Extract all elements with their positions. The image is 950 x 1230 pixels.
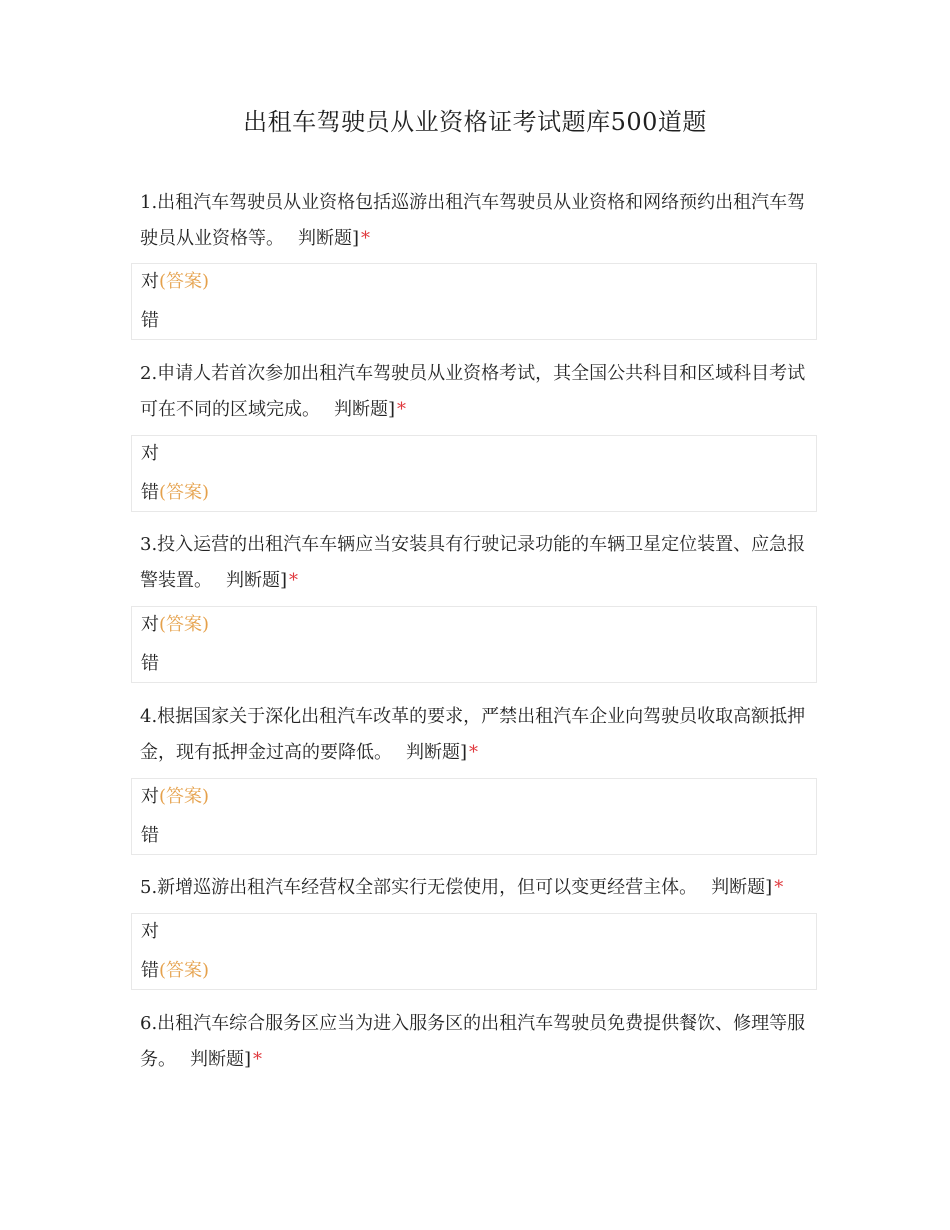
- options-box-5: [131, 913, 817, 990]
- option-false[interactable]: 错: [141, 310, 159, 331]
- question-type-label: 判断题]: [190, 1049, 252, 1070]
- answer-tag: (答案): [159, 614, 210, 635]
- question-type-label: 判断题]: [711, 877, 773, 898]
- question-text: 4.根据国家关于深化出租汽车改革的要求，严禁出租汽车企业向驾驶员收取高额抵押金，现有抵押金过高的要降低。: [140, 706, 806, 763]
- question-type-label: 判断题]: [226, 570, 288, 591]
- question-5: [140, 870, 820, 906]
- question-type-label: 判断题]: [334, 399, 396, 420]
- option-true[interactable]: 对(答案): [141, 614, 210, 635]
- required-asterisk: *: [253, 1049, 263, 1070]
- question-text: 1.出租汽车驾驶员从业资格包括巡游出租汽车驾驶员从业资格和网络预约出租汽车驾驶员从业资格等。: [140, 192, 806, 249]
- answer-tag: (答案): [159, 960, 210, 981]
- answer-tag: (答案): [159, 786, 210, 807]
- option-true[interactable]: 对: [141, 921, 159, 942]
- options-box-2: [131, 435, 817, 512]
- option-true[interactable]: 对: [141, 443, 159, 464]
- option-false[interactable]: 错: [141, 653, 159, 674]
- required-asterisk: *: [361, 228, 371, 249]
- options-box-4: [131, 778, 817, 855]
- answer-tag: (答案): [159, 482, 210, 503]
- required-asterisk: *: [774, 877, 784, 898]
- question-type-label: 判断题]: [298, 228, 360, 249]
- question-type-label: 判断题]: [406, 742, 468, 763]
- option-false[interactable]: 错(答案): [141, 960, 210, 981]
- answer-tag: (答案): [159, 271, 210, 292]
- question-text: 5.新增巡游出租汽车经营权全部实行无偿使用，但可以变更经营主体。: [140, 877, 698, 898]
- question-1: [140, 185, 820, 257]
- option-true[interactable]: 对(答案): [141, 271, 210, 292]
- option-true[interactable]: 对(答案): [141, 786, 210, 807]
- question-2: [140, 356, 820, 428]
- question-3: [140, 527, 820, 599]
- options-box-3: [131, 606, 817, 683]
- question-text: 2.申请人若首次参加出租汽车驾驶员从业资格考试，其全国公共科目和区域科目考试可在不同的区域完成。: [140, 363, 806, 420]
- required-asterisk: *: [289, 570, 299, 591]
- question-text: 3.投入运营的出租汽车车辆应当安装具有行驶记录功能的车辆卫星定位装置、应急报警装置。: [140, 534, 806, 591]
- required-asterisk: *: [397, 399, 407, 420]
- question-4: [140, 699, 820, 771]
- option-false[interactable]: 错: [141, 825, 159, 846]
- option-false[interactable]: 错(答案): [141, 482, 210, 503]
- question-6: [140, 1006, 820, 1078]
- document-title: 出租车驾驶员从业资格证考试题库500道题: [243, 108, 707, 136]
- required-asterisk: *: [469, 742, 479, 763]
- options-box-1: [131, 263, 817, 340]
- question-text: 6.出租汽车综合服务区应当为进入服务区的出租汽车驾驶员免费提供餐饮、修理等服务。: [140, 1013, 806, 1070]
